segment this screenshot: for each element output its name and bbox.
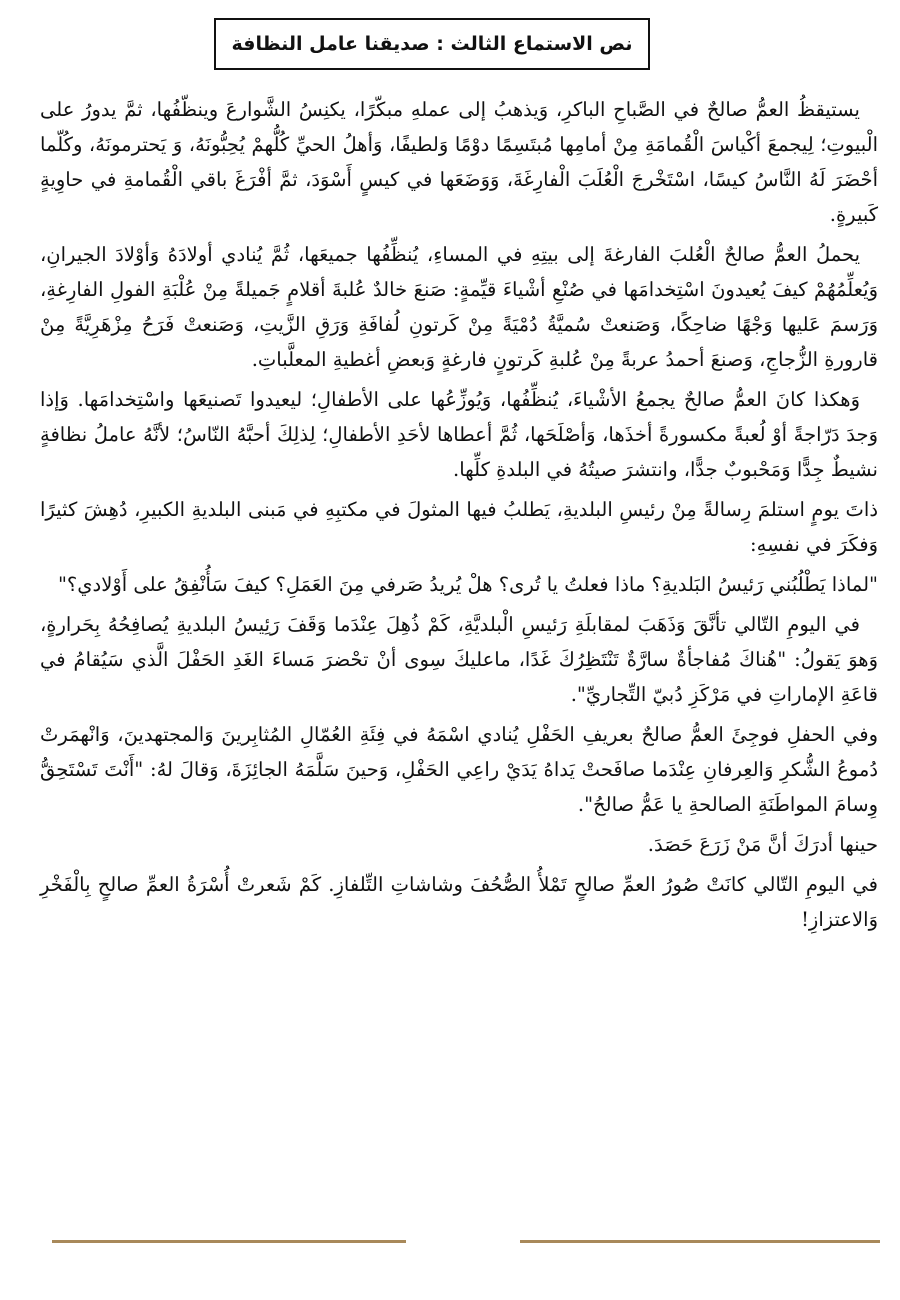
page-title: نص الاستماع الثالث : صديقنا عامل النظافة — [231, 33, 633, 55]
paragraph-7: وفي الحفلِ فوجِئَ العمُّ صالحٌ بعريفِ الحَفْلِ يُنادي اسْمَهُ في فِئَةِ العُمّالِ المُثابِرينَ وَالمجتهدينَ، وَانْهمَرتْ دُموعُ الشُّكرِ وَالعِرفانِ عِنْدَما صافَحتْ يَداهُ يَدَيْ راعِي الحَفْلِ، وَحينَ سَلَّمَهُ الجائِزَةَ، وَقالَ لهُ: "أَنْتَ تَسْتَحِقُّ وِسامَ المواطَنَةِ الصالحةِ يا عَمُّ صالحُ". — [40, 723, 878, 816]
footer-line-left — [52, 1240, 406, 1243]
paragraph-8: حينها أدرَكَ أنَّ مَنْ زَرَعَ حَصَدَ. — [647, 833, 878, 856]
paragraph-4: ذاتَ يومٍ استلمَ رِسالةً مِنْ رئيسِ البلديةِ، يَطلبُ فيها المثولَ في مكتبِهِ في مَبنى البلديةِ الكبيرِ، دُهِشَ كثيرًا وَفكَرَ في نفسِهِ: — [40, 498, 878, 556]
paragraph-2: يحملُ العمُّ صالحٌ الْعُلبَ الفارغةَ إلى بيتِهِ في المساءِ، يُنظِّفُها جميعَها، ثُمَّ يُنادي أولادَهُ وَأوْلادَ الجيرانِ، وَيُعلِّمُهُمْ كيفَ يُعيدونَ اسْتِخدامَها في صُنْعِ أشْياءَ قيِّمةٍ: صَنعَ خالدٌ عُلبةَ أقلامٍ جَميلةً مِنْ عُلْبَةِ الفولِ الفارِغةِ، وَرَسمَ عَليها وَجْهًا ضاحِكًا، وَصَنعتْ سُميَّةُ دُمْيَةً مِنْ كَرتونِ لُفافَةِ وَرَقِ الزَّيتِ، وَصَنعتْ فَرَحُ مِزْهَرِيَّةً مِنْ قارورةِ الزُّجاجِ، وَصنعَ أحمدُ عربةً مِنْ عُلبةِ كَرتونٍ فارغةٍ وَبعضِ أغطيةِ المعلَّباتِ. — [40, 243, 878, 371]
paragraph-1: يستيقظُ العمُّ صالحٌ في الصَّباحِ الباكرِ، وَيذهبُ إلى عملهِ مبكّرًا، يكنِسُ الشَّوارعَ وينظّفُها، ثمَّ يدورُ على الْبيوتِ؛ لِيجمعَ أكْياسَ الْقُمامَةِ مِنْ أمامِها مُبتَسِمًا دوْمًا وَلطيفًا، وَأهلُ الحيِّ كُلُّهمْ يُحِبُّونَهُ، وَ يَحترمونَهُ، وكُلّما أحْضَرَ لَهُ النَّاسُ كيسًا، اسْتَخْرجَ الْعُلَبَ الْفارِغَةَ، وَوَضَعَها في كيسٍ أَسْوَدَ، ثمَّ أفْرَغَ باقي الْقُمامةِ في حاوِيةٍ كَبيرةٍ. — [40, 98, 878, 226]
footer-divider — [0, 1240, 900, 1244]
paragraph-3: وَهكذا كانَ العمُّ صالحٌ يجمعُ الأشْياءَ، يُنظِّفُها، وَيُوزِّعُها على الأطفالِ؛ ليعيدوا تَصنيعَها واسْتِخدامَها. وَإذا وَجدَ دَرّاجةً أوْ لُعبةً مكسورةً أخذَها، وَأصْلَحَها، ثُمَّ أعطاها لأحَدِ الأطفالِ؛ لِذلِكَ أحبَّهُ النّاسُ؛ لأنَّهُ عاملُ نظافةٍ نشيطٌ جِدًّا وَمَحْبوبٌ جدًّا، وانتشرَ صيتُهُ في البلدةِ كلِّها. — [40, 388, 878, 481]
title-box — [214, 18, 650, 70]
paragraph-5: "لماذا يَطْلُبُني رَئيسُ البَلديةِ؟ ماذا فعلتُ يا تُرى؟ هلْ يُريدُ صَرفي مِنَ العَمَلِ؟ كيفَ سَأُنْفِقُ على أَوْلادي؟" — [57, 573, 878, 596]
paragraph-9: في اليومِ التّالي كانَتْ صُورُ العمِّ صالحٍ تَمْلأُ الصُّحُفَ وشاشاتِ التِّلفازِ. كَمْ شَعرتْ أُسْرَةُ العمِّ صالحٍ بِالْفَخْرِ وَالاعتزازِ! — [40, 873, 878, 931]
paragraph-6: في اليومِ التّالي تأنَّقَ وَذَهَبَ لمقابلَةِ رَئيسِ الْبلديَّةِ، كَمْ ذُهِلَ عِنْدَما وَقَفَ رَئِيسُ البلديةِ يُصافِحُهُ بِحَرارةٍ، وَهوَ يَقولُ: "هُناكَ مُفاجأةٌ سارَّةٌ تَنْتَظِرُكَ غَدًا، ماعليكَ سِوى أنْ تحْضرَ مَساءَ الغَدِ الحَفْلَ الَّذي سَيُقامُ في قاعَةِ الإماراتِ في مَرْكَزِ دُبيّ التِّجاريِّ". — [40, 613, 878, 706]
story-text — [40, 92, 878, 942]
footer-line-right — [520, 1240, 880, 1243]
